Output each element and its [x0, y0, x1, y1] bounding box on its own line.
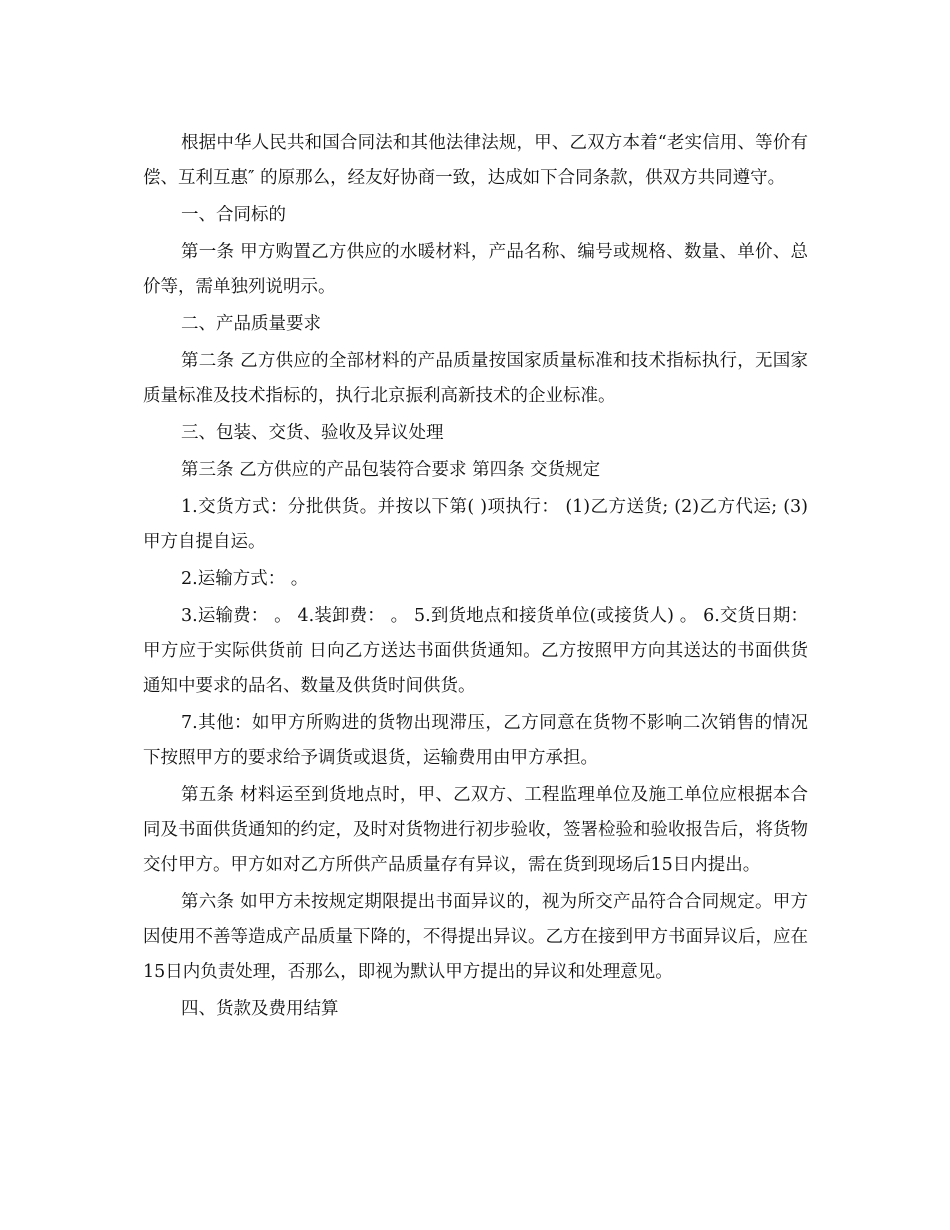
section-heading-subject: 一、合同标的 [181, 205, 286, 225]
section-heading-quality: 二、产品质量要求 [181, 314, 321, 334]
section-heading-payment: 四、货款及费用结算 [181, 999, 339, 1019]
article-3-4-paragraph: 第三条 乙方供应的产品包装符合要求 第四条 交货规定 [181, 460, 601, 480]
section-heading-delivery: 三、包装、交货、验收及异议处理 [181, 423, 444, 443]
other-terms-paragraph: 7.其他：如甲方所购进的货物出现滞压，乙方同意在货物不影响二次销售的情况下按照甲方的要求给予调货或退货，运输费用由甲方承担。 [143, 713, 808, 768]
delivery-method-paragraph: 1.交货方式：分批供货。并按以下第( )项执行： (1)乙方送货; (2)乙方代运; (3)甲方自提自运。 [143, 497, 808, 552]
article-2-paragraph: 第二条 乙方供应的全部材料的产品质量按国家质量标准和技术指标执行，无国家质量标准及技术指标的，执行北京振利高新技术的企业标准。 [143, 351, 808, 406]
transport-fee-paragraph: 3.运输费： 。 4.装卸费： 。 5.到货地点和接货单位(或接货人) 。 6.交货日期：甲方应于实际供货前 日向乙方送达书面供货通知。乙方按照甲方向其送达的书面供货通知中要求的品名、数量及供货时间供货。 [143, 606, 808, 696]
article-5-paragraph: 第五条 材料运至到货地点时，甲、乙双方、工程监理单位及施工单位应根据本合同及书面供货通知的约定，及时对货物进行初步验收，签署检验和验收报告后，将货物交付甲方。甲方如对乙方所供产品质量存有异议，需在货到现场后15日内提出。 [143, 785, 808, 875]
preamble-paragraph: 根据中华人民共和国合同法和其他法律法规，甲、乙双方本着“老实信用、等价有偿、互利互惠″ 的原那么，经友好协商一致，达成如下合同条款，供双方共同遵守。 [143, 133, 808, 188]
article-6-paragraph: 第六条 如甲方未按规定期限提出书面异议的，视为所交产品符合合同规定。甲方因使用不善等造成产品质量下降的，不得提出异议。乙方在接到甲方书面异议后，应在15日内负责处理，否那么，即视为默认甲方提出的异议和处理意见。 [143, 892, 808, 982]
article-1-paragraph: 第一条 甲方购置乙方供应的水暖材料，产品名称、编号或规格、数量、单价、总价等，需单独列说明示。 [143, 242, 808, 297]
document-body [143, 126, 808, 1029]
transport-method-paragraph: 2.运输方式： 。 [181, 569, 309, 589]
